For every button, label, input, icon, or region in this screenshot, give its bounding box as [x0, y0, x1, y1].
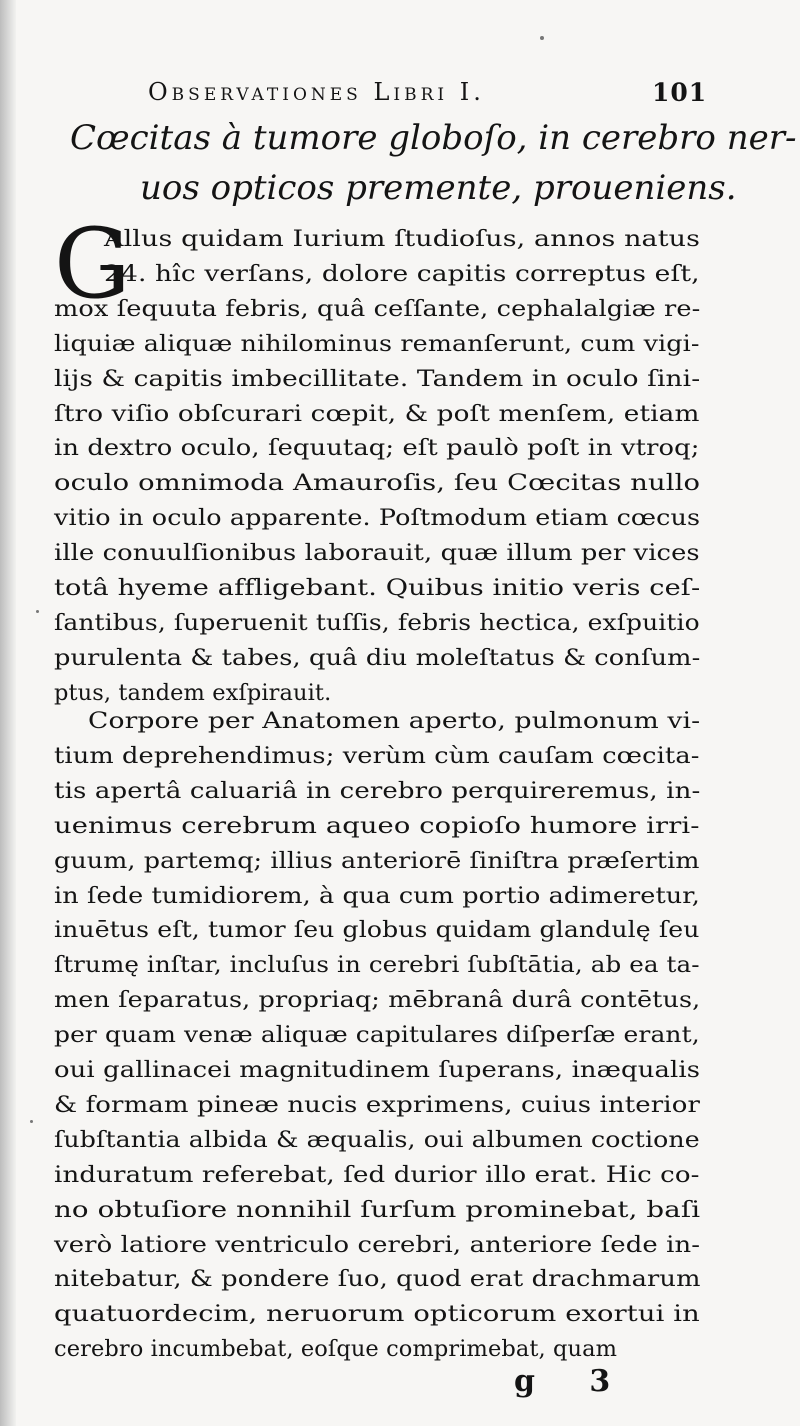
text-line: cerebro incumbebat, eoſque comprimebat, quam — [54, 1336, 618, 1363]
signature-mark: g 3 — [514, 1364, 633, 1399]
text-line: inuētus eſt, tumor ſeu globus quidam glandulę ſeu — [54, 917, 700, 944]
text-line: tium deprehendimus; verùm cùm cauſam cœcita- — [54, 742, 700, 769]
text-line: mox ſequuta febris, quâ ceſſante, cephalalgiæ re- — [54, 295, 701, 322]
text-line: guum, partemq; illius anteriorē ſiniſtra præſertim — [54, 847, 700, 874]
running-head: Observationes Libri I. — [148, 78, 485, 106]
text-line: ſtrumę inſtar, incluſus in cerebri ſubſtātia, ab ea ta- — [54, 952, 700, 979]
text-line: 24. hîc verſans, dolore capitis correptus eſt, — [104, 260, 700, 287]
chapter-title-line-1: Cœcitas à tumore globoſo, in cerebro ner- — [70, 118, 797, 158]
page-number: 101 — [652, 78, 708, 107]
text-line: men ſeparatus, propriaq; mēbranâ durâ contētus, — [54, 987, 701, 1014]
text-line: ſubſtantia albida & æqualis, oui albumen coctione — [54, 1126, 700, 1153]
paper-speck — [30, 1120, 33, 1123]
text-line: quatuordecim, neruorum opticorum exortui in — [54, 1301, 700, 1328]
text-line: in dextro oculo, ſequutaq; eſt paulò poſt in vtroq; — [54, 435, 700, 462]
text-line: & formam pineæ nucis exprimens, cuius interior — [54, 1091, 700, 1118]
text-line: lijs & capitis imbecillitate. Tandem in oculo ſini- — [54, 365, 701, 392]
text-line: per quam venæ aliquæ capitulares diſperſæ erant, — [54, 1022, 700, 1049]
text-line: totâ hyeme affligebant. Quibus initio veris ceſ- — [54, 575, 701, 601]
text-line: oculo omnimoda Amauroſis, ſeu Cœcitas nullo — [54, 470, 701, 497]
text-line: Corpore per Anatomen aperto, pulmonum vi- — [88, 708, 701, 734]
text-line: liquiæ aliquæ nihilominus remanſerunt, cum vigi- — [54, 330, 700, 357]
drop-cap: G — [54, 208, 131, 320]
text-line: purulenta & tabes, quâ diu moleſtatus & conſum- — [54, 644, 701, 671]
text-line: no obtuſiore nonnihil ſurſum prominebat, baſi — [54, 1196, 701, 1223]
text-line: nitebatur, & pondere ſuo, quod erat drachmarum — [54, 1266, 701, 1293]
paper-speck — [540, 36, 544, 40]
text-line: verò latiore ventriculo cerebri, anteriore ſede in- — [54, 1231, 701, 1258]
text-line: in ſede tumidiorem, à qua cum portio adimeretur, — [54, 882, 701, 909]
page-gutter-shadow — [0, 0, 16, 1426]
text-line: oui gallinacei magnitudinem ſuperans, inæqualis — [54, 1057, 701, 1083]
chapter-title-line-2: uos opticos premente, proueniens. — [140, 168, 737, 208]
text-line: Allus quidam Iurium ſtudioſus, annos natus — [104, 226, 701, 252]
text-line: ſtro viſio obſcurari cœpit, & poſt menſem, etiam — [54, 400, 700, 427]
text-line: ptus, tandem exſpirauit. — [54, 679, 332, 706]
paper-speck — [36, 610, 39, 613]
text-line: uenimus cerebrum aqueo copioſo humore irri- — [54, 812, 700, 839]
text-line: induratum referebat, ſed durior illo erat. Hic co- — [54, 1161, 700, 1188]
text-line: vitio in oculo apparente. Poſtmodum etiam cœcus — [54, 505, 701, 532]
text-line: ſantibus, ſuperuenit tuſſis, febris hectica, exſpuitio — [54, 609, 700, 636]
text-line: tis apertâ caluariâ in cerebro perquireremus, in- — [54, 777, 701, 804]
text-line: ille conuulſionibus laborauit, quæ illum per vices — [54, 540, 700, 567]
